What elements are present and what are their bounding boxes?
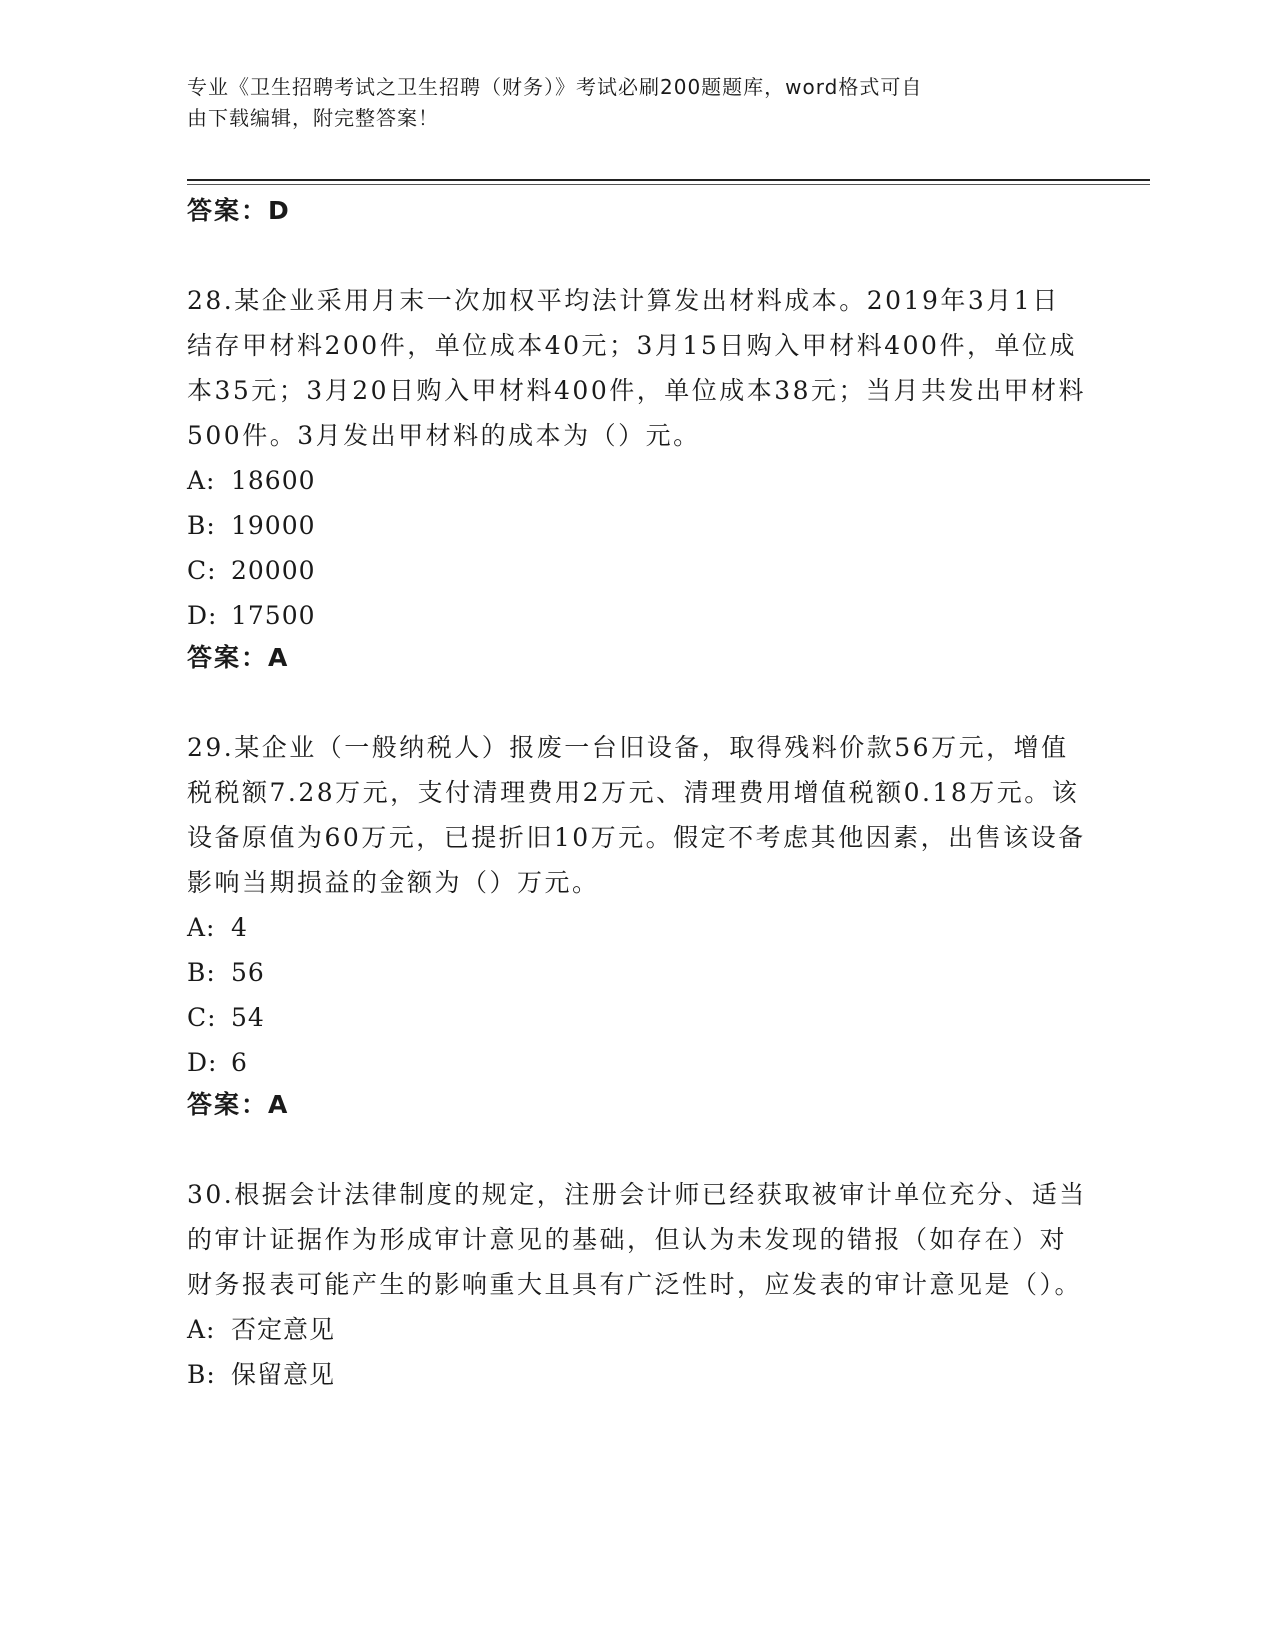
question-block	[187, 1172, 1087, 1397]
question-text: 30.根据会计法律制度的规定，注册会计师已经获取被审计单位充分、适当的审计证据作为形成审计意见的基础，但认为未发现的错报（如存在）对财务报表可能产生的影响重大且具有广泛性时，应发表的审计意见是（）。	[187, 1180, 1087, 1299]
option-letter: C:	[187, 1003, 217, 1032]
option-text: 20000	[231, 556, 316, 585]
options-list	[187, 458, 1087, 638]
header-divider-thick	[187, 179, 1150, 181]
option-letter: A:	[187, 913, 216, 942]
question-block	[187, 725, 1087, 1125]
option-item	[187, 458, 1087, 503]
document-body	[187, 188, 1087, 1397]
option-item	[187, 593, 1087, 638]
option-text: 17500	[231, 601, 316, 630]
answer-line	[187, 191, 1087, 231]
answer-value: A	[268, 1090, 288, 1119]
option-letter: B:	[187, 1360, 216, 1389]
option-letter: D:	[187, 1048, 218, 1077]
header-line-1: 专业《卫生招聘考试之卫生招聘（财务）》考试必刷200题题库，word格式可自	[187, 75, 923, 99]
page-header	[187, 72, 1067, 134]
answer-value: D	[268, 196, 289, 225]
option-text: 54	[231, 1003, 265, 1032]
option-item	[187, 503, 1087, 548]
option-item	[187, 905, 1087, 950]
option-letter: B:	[187, 511, 216, 540]
answer-value: A	[268, 643, 288, 672]
option-item	[187, 548, 1087, 593]
header-line-2: 由下载编辑，附完整答案！	[187, 106, 439, 130]
option-text: 否定意见	[231, 1315, 336, 1344]
option-letter: C:	[187, 556, 217, 585]
option-item	[187, 950, 1087, 995]
answer-line	[187, 638, 1087, 678]
option-text: 保留意见	[231, 1360, 336, 1389]
option-letter: A:	[187, 466, 216, 495]
option-text: 6	[231, 1048, 248, 1077]
option-item	[187, 995, 1087, 1040]
options-list	[187, 1307, 1087, 1397]
option-text: 18600	[231, 466, 316, 495]
answer-label: 答案：	[187, 196, 269, 225]
option-text: 19000	[231, 511, 316, 540]
option-text: 56	[231, 958, 265, 987]
option-letter: B:	[187, 958, 216, 987]
answer-line	[187, 1085, 1087, 1125]
question-text: 29.某企业（一般纳税人）报废一台旧设备，取得残料价款56万元，增值税税额7.28万元，支付清理费用2万元、清理费用增值税额0.18万元。该设备原值为60万元，已提折旧10万元。假定不考虑其他因素，出售该设备影响当期损益的金额为（）万元。	[187, 733, 1086, 897]
answer-label: 答案：	[187, 643, 269, 672]
option-letter: D:	[187, 601, 218, 630]
option-item	[187, 1040, 1087, 1085]
header-divider-thin	[187, 184, 1150, 185]
option-letter: A:	[187, 1315, 216, 1344]
option-item	[187, 1352, 1087, 1397]
option-item	[187, 1307, 1087, 1352]
question-text: 28.某企业采用月末一次加权平均法计算发出材料成本。2019年3月1日结存甲材料200件，单位成本40元；3月15日购入甲材料400件，单位成本35元；3月20日购入甲材料400件，单位成本38元；当月共发出甲材料500件。3月发出甲材料的成本为（）元。	[187, 286, 1087, 450]
options-list	[187, 905, 1087, 1085]
option-text: 4	[231, 913, 248, 942]
answer-label: 答案：	[187, 1090, 269, 1119]
question-block	[187, 278, 1087, 678]
